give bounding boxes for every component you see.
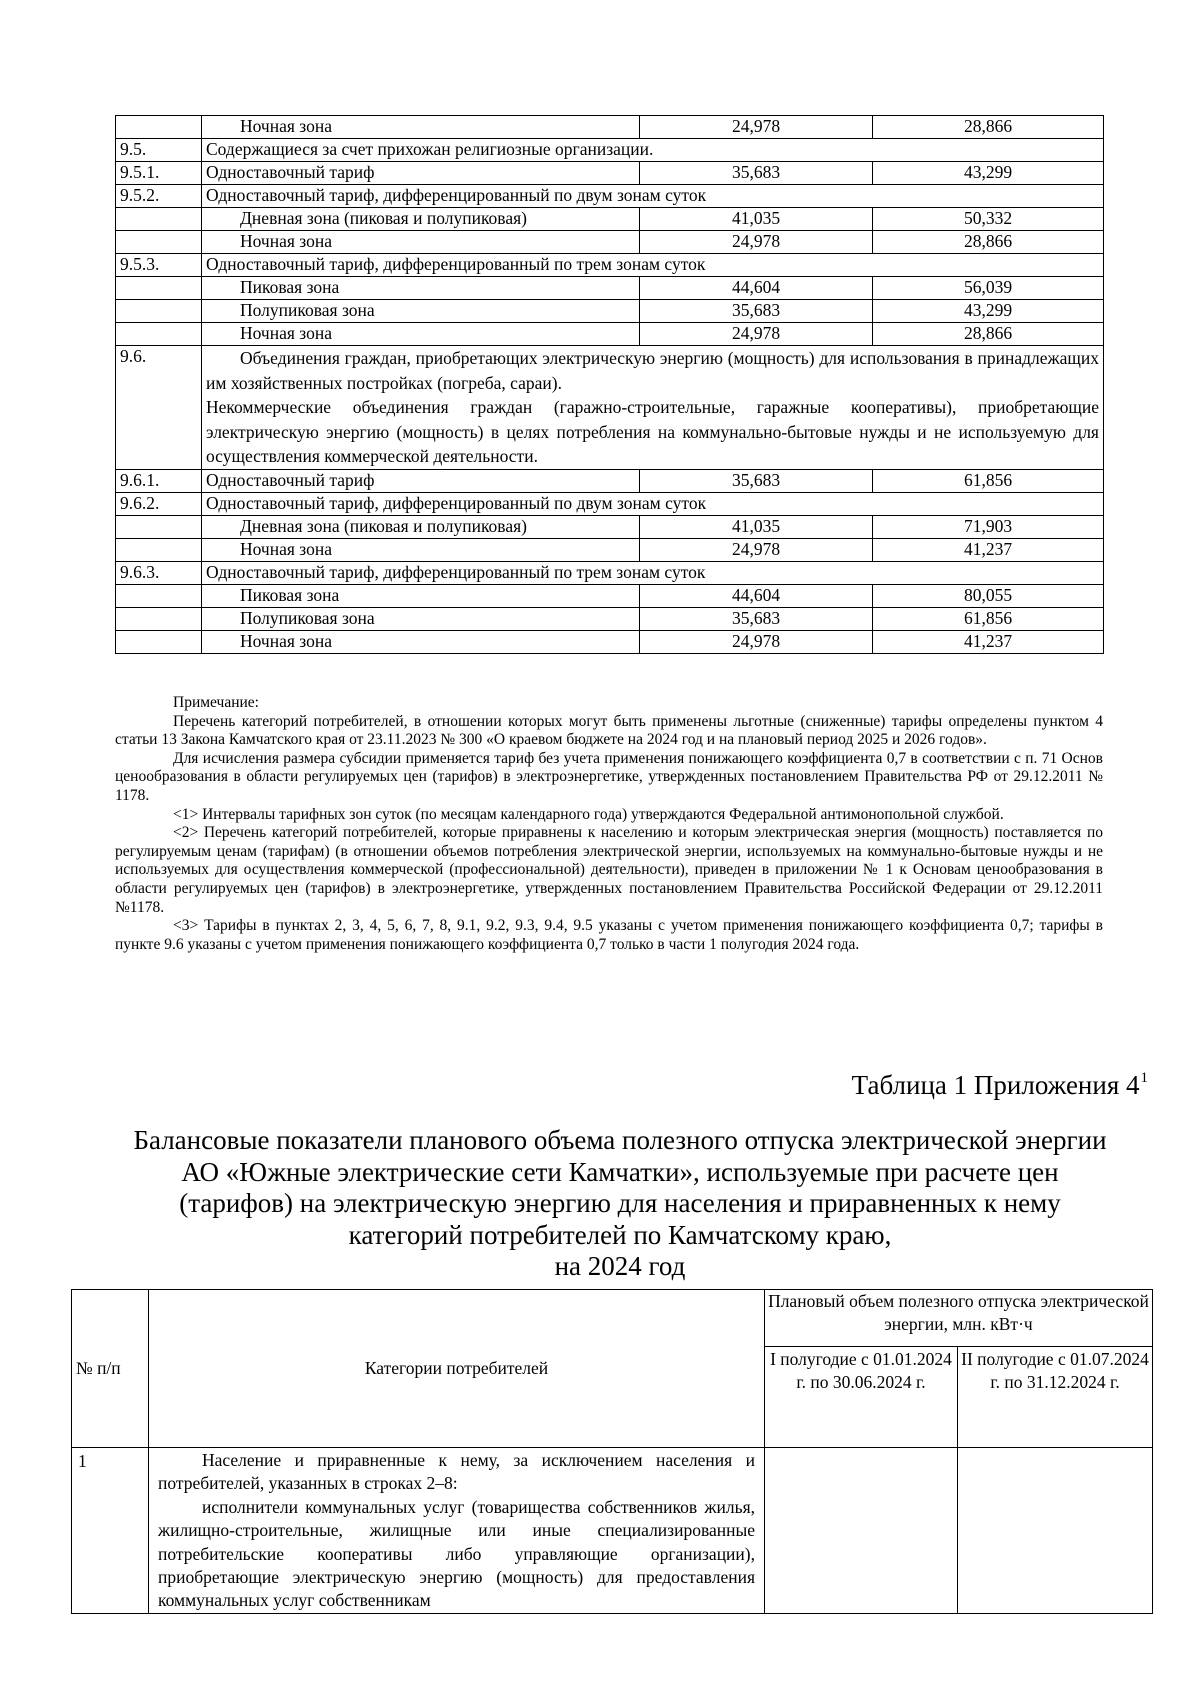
tariff-value-h1: 35,683: [640, 469, 873, 492]
tariff-label: Ночная зона: [202, 231, 640, 254]
tariff-section-title: Содержащиеся за счет прихожан религиозные организации.: [202, 139, 1104, 162]
table-caption: [852, 1070, 1148, 1101]
tariff-row: [116, 323, 1104, 346]
tariff-code: [116, 630, 202, 653]
header-volume: Плановый объем полезного отпуска электрической энергии, млн. кВт·ч: [765, 1290, 1153, 1347]
tariff-value-h1: 24,978: [640, 538, 873, 561]
tariff-value-h2: 80,055: [873, 584, 1104, 607]
tariff-code: [116, 116, 202, 139]
tariff-code: 9.5.: [116, 139, 202, 162]
note-paragraph: <1> Интервалы тарифных зон суток (по месяцам календарного года) утверждаются Федеральной антимонопольной службой.: [173, 805, 1004, 823]
tariff-value-h1: 44,604: [640, 584, 873, 607]
tariff-label: Пиковая зона: [202, 277, 640, 300]
tariff-row: [116, 139, 1104, 162]
tariff-value-h2: 61,856: [873, 607, 1104, 630]
title-line: АО «Южные электрические сети Камчатки», используемые при расчете цен: [181, 1156, 1059, 1187]
header-half2: II полугодие с 01.07.2024 г. по 31.12.2024 г.: [958, 1347, 1153, 1448]
tariff-code: [116, 277, 202, 300]
tariff-value-h1: 24,978: [640, 231, 873, 254]
tariff-value-h2: 28,866: [873, 323, 1104, 346]
note-paragraph: <2> Перечень категорий потребителей, которые приравнены к населению и которым электрическая энергия (мощность) поставляется по регулируемым ценам (тарифам) (в отношении объемов потребления электрической энергии, используемых на коммунально-бытовые нужды и не используемых для осуществления коммерческой (профессиональной) деятельности), приведен в приложении № 1 к Основам ценообразования в области регулируемых цен (тарифов) в электроэнергетике, утвержденных постановлением Правительства Российской Федерации от 29.12.2011 №1178.: [115, 824, 1103, 916]
tariff-row: [116, 162, 1104, 185]
header-num: № п/п: [72, 1290, 149, 1448]
tariff-value-h2: 71,903: [873, 515, 1104, 538]
tariff-code: 9.6.1.: [116, 469, 202, 492]
tariff-code: [116, 515, 202, 538]
row-category: [149, 1448, 765, 1614]
tariff-label: Дневная зона (пиковая и полупиковая): [202, 208, 640, 231]
note-paragraph: Для исчисления размера субсидии применяется тариф без учета применения понижающего коэффициента 0,7 в соответствии с п. 71 Основ ценообразования в области регулируемых цен (тарифов) в электроэнергетике, утвержденных постановлением Правительства РФ от 29.12.2011 № 1178.: [115, 749, 1103, 804]
header-category: Категории потребителей: [149, 1290, 765, 1448]
tariff-value-h1: 35,683: [640, 607, 873, 630]
tariff-code: 9.6.3.: [116, 561, 202, 584]
tariff-row: [116, 116, 1104, 139]
tariff-value-h1: 35,683: [640, 162, 873, 185]
tariff-label: Одноставочный тариф: [202, 469, 640, 492]
tariff-value-h2: 43,299: [873, 300, 1104, 323]
row-half1-value: [765, 1448, 958, 1614]
tariff-section-title: Одноставочный тариф, дифференцированный по двум зонам суток: [202, 492, 1104, 515]
tariff-row: [116, 492, 1104, 515]
tariff-label: Ночная зона: [202, 630, 640, 653]
tariff-label: Ночная зона: [202, 116, 640, 139]
tariff-code: [116, 538, 202, 561]
title-line: Балансовые показатели планового объема полезного отпуска электрической энергии: [133, 1125, 1107, 1155]
tariff-row: [116, 300, 1104, 323]
row-number: 1: [72, 1448, 149, 1614]
tariff-section-description: [202, 346, 1104, 470]
tariff-code: 9.5.1.: [116, 162, 202, 185]
tariff-label: Пиковая зона: [202, 584, 640, 607]
tariff-section-title: Одноставочный тариф, дифференцированный по трем зонам суток: [202, 254, 1104, 277]
tariff-code: [116, 323, 202, 346]
tariff-code: [116, 231, 202, 254]
tariff-row: [116, 630, 1104, 653]
tariff-label: Одноставочный тариф: [202, 162, 640, 185]
tariff-code: [116, 300, 202, 323]
tariff-row: [116, 561, 1104, 584]
tariff-table-body: [116, 116, 1104, 654]
title-line: на 2024 год: [554, 1251, 686, 1281]
tariff-value-h1: 35,683: [640, 300, 873, 323]
tariff-code: [116, 607, 202, 630]
row-category-line: исполнители коммунальных услуг (товарищества собственников жилья, жилищно-строительные, жилищные или иные специализированные потребительские кооперативы либо управляющие организации), приобретающие электрическую энергию (мощность) для предоставления коммунальных услуг собственникам: [158, 1496, 755, 1611]
tariff-value-h2: 56,039: [873, 277, 1104, 300]
notes-heading: Примечание:: [173, 694, 259, 711]
table-caption-superscript: 1: [1140, 1070, 1148, 1086]
tariff-row: [116, 208, 1104, 231]
tariff-section-title: Одноставочный тариф, дифференцированный по двум зонам суток: [202, 185, 1104, 208]
title-line: категорий потребителей по Камчатскому краю,: [348, 1219, 892, 1250]
tariff-value-h2: 28,866: [873, 231, 1104, 254]
tariff-row: [116, 231, 1104, 254]
table-caption-text: Таблица 1 Приложения 4: [851, 1070, 1140, 1100]
tariff-table: [115, 115, 1104, 654]
title-line: (тарифов) на электрическую энергию для населения и приравненных к нему: [179, 1188, 1061, 1218]
tariff-row: [116, 469, 1104, 492]
note-paragraph: <3> Тарифы в пунктах 2, 3, 4, 5, 6, 7, 8, 9.1, 9.2, 9.3, 9.4, 9.5 указаны с учетом применения понижающего коэффициента 0,7; тарифы в пункте 9.6 указаны с учетом применения понижающего коэффициента 0,7 только в части 1 полугодия 2024 года.: [115, 917, 1103, 953]
tariff-code: 9.5.2.: [116, 185, 202, 208]
tariff-value-h2: 41,237: [873, 538, 1104, 561]
balance-table: [71, 1289, 1153, 1614]
tariff-value-h2: 41,237: [873, 630, 1104, 653]
tariff-row: [116, 538, 1104, 561]
tariff-description-paragraph: Некоммерческие объединения граждан (гаражно-строительные, гаражные кооперативы), приобретающие электрическую энергию (мощность) в целях потребления на коммунально-бытовые нужды и не используемую для осуществления коммерческой деятельности.: [206, 397, 1099, 466]
tariff-row: [116, 607, 1104, 630]
tariff-code: [116, 584, 202, 607]
tariff-row: [116, 346, 1104, 470]
tariff-code: 9.6.2.: [116, 492, 202, 515]
header-half1: I полугодие с 01.01.2024 г. по 30.06.2024 г.: [765, 1347, 958, 1448]
row-category-line: Население и приравненные к нему, за исключением населения и потребителей, указанных в строках 2–8:: [158, 1450, 755, 1494]
tariff-value-h2: 28,866: [873, 116, 1104, 139]
row-half2-value: [958, 1448, 1153, 1614]
tariff-section-title: Одноставочный тариф, дифференцированный по трем зонам суток: [202, 561, 1104, 584]
tariff-row: [116, 584, 1104, 607]
balance-row: [72, 1448, 1153, 1614]
tariff-label: Полупиковая зона: [202, 607, 640, 630]
tariff-value-h1: 24,978: [640, 630, 873, 653]
notes-block: [115, 694, 1103, 954]
tariff-row: [116, 515, 1104, 538]
tariff-row: [116, 277, 1104, 300]
table-title: [100, 1125, 1140, 1283]
tariff-value-h1: 41,035: [640, 208, 873, 231]
tariff-code: [116, 208, 202, 231]
tariff-value-h2: 43,299: [873, 162, 1104, 185]
tariff-row: [116, 185, 1104, 208]
tariff-code: 9.6.: [116, 346, 202, 470]
tariff-value-h1: 24,978: [640, 116, 873, 139]
tariff-label: Ночная зона: [202, 323, 640, 346]
tariff-value-h2: 50,332: [873, 208, 1104, 231]
tariff-value-h1: 41,035: [640, 515, 873, 538]
tariff-code: 9.5.3.: [116, 254, 202, 277]
tariff-description-paragraph: Объединения граждан, приобретающих электрическую энергию (мощность) для использования в принадлежащих им хозяйственных постройках (погреба, сараи).: [206, 348, 1099, 393]
tariff-value-h1: 44,604: [640, 277, 873, 300]
tariff-label: Дневная зона (пиковая и полупиковая): [202, 515, 640, 538]
tariff-value-h2: 61,856: [873, 469, 1104, 492]
note-paragraph: Перечень категорий потребителей, в отношении которых могут быть применены льготные (сниженные) тарифы определены пунктом 4 статьи 13 Закона Камчатского края от 23.11.2023 № 300 «О краевом бюджете на 2024 год и на плановый период 2025 и 2026 годов».: [115, 712, 1103, 749]
tariff-label: Полупиковая зона: [202, 300, 640, 323]
tariff-label: Ночная зона: [202, 538, 640, 561]
tariff-value-h1: 24,978: [640, 323, 873, 346]
tariff-row: [116, 254, 1104, 277]
balance-header-row: [72, 1290, 1153, 1347]
